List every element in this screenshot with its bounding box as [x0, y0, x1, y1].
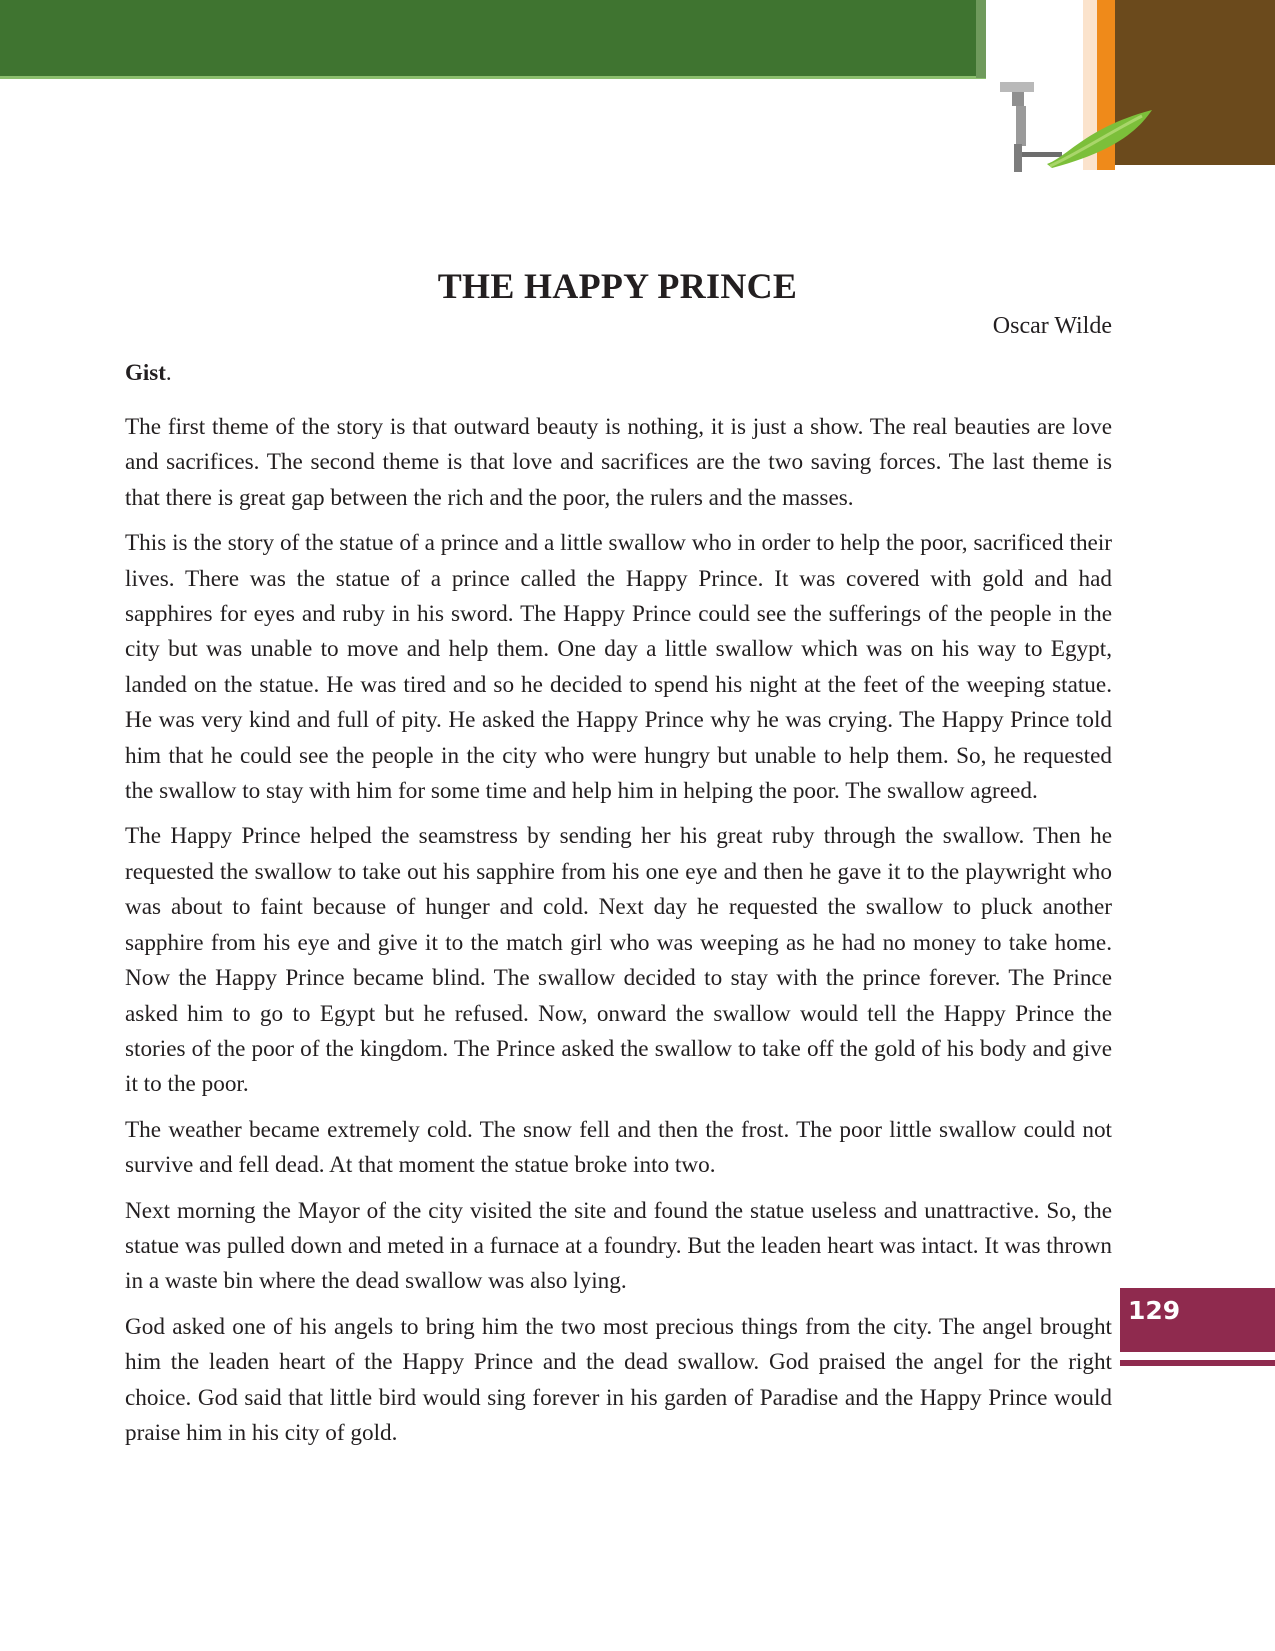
- chapter-title: THE HAPPY PRINCE: [437, 266, 798, 306]
- paragraph: Next morning the Mayor of the city visited the site and found the statue useless and unattractive. So, the statue was pulled down and meted in a furnace at a foundry. But the leaden heart was intact. It was thrown in a waste bin where the dead swallow was also lying.: [125, 1197, 1112, 1295]
- paragraph: God asked one of his angels to bring him the two most precious things from the city. The angel brought him the leaden heart of the Happy Prince and the dead swallow. God praised the angel for the right choice. God said that little bird would sing forever in his garden of Paradise and the Happy Prince would praise him in his city of gold.: [125, 1313, 1112, 1446]
- header-green-band-edge: [0, 76, 986, 79]
- page-number: 129: [1128, 1296, 1181, 1325]
- pen-and-leaf-icon: [992, 72, 1172, 177]
- body-text: [125, 410, 1112, 1461]
- paragraph: The Happy Prince helped the seamstress by sending her his great ruby through the swallow. Then he requested the swallow to take out his sapphire from his one eye and then he gave it to the playwright who was about to faint because of hunger and cold. Next day he requested the swallow to pluck another sapphire from his eye and give it to the match girl who was weeping as he had no money to take home. Now the Happy Prince became blind. The swallow decided to stay with the prince forever. The Prince asked him to go to Egypt but he refused. Now, onward the swallow would tell the Happy Prince the stories of the poor of the kingdom. The Prince asked the swallow to take off the gold of his body and give it to the poor.: [125, 823, 1112, 1098]
- paragraph: The first theme of the story is that outward beauty is nothing, it is just a show. The real beauties are love and sacrifices. The second theme is that love and sacrifices are the two saving forces. The last theme is that there is great gap between the rich and the poor, the rulers and the masses.: [125, 414, 1112, 511]
- author-name: Oscar Wilde: [992, 313, 1112, 339]
- header-green-band: [0, 0, 986, 78]
- header-band-divider: [976, 0, 986, 78]
- paragraph: This is the story of the statue of a prince and a little swallow who in order to help the poor, sacrificed their lives. There was the statue of a prince called the Happy Prince. It was covered with gold and had sapphires for eyes and ruby in his sword. The Happy Prince could see the sufferings of the people in the city but was unable to move and help them. One day a little swallow which was on his way to Egypt, landed on the statue. He was tired and so he decided to spend his night at the feet of the weeping statue. He was very kind and full of pity. He asked the Happy Prince why he was crying. The Happy Prince told him that he could see the people in the city who were hungry but unable to help them. So, he requested the swallow to stay with him for some time and help him in helping the poor. The swallow agreed.: [125, 530, 1112, 805]
- page-number-tab-underline: [1120, 1360, 1275, 1366]
- gist-heading-label: Gist: [125, 360, 166, 385]
- paragraph: The weather became extremely cold. The snow fell and then the frost. The poor little swallow could not survive and fell dead. At that moment the statue broke into two.: [125, 1116, 1112, 1179]
- gist-heading: [125, 360, 172, 386]
- gist-heading-period: .: [165, 360, 172, 385]
